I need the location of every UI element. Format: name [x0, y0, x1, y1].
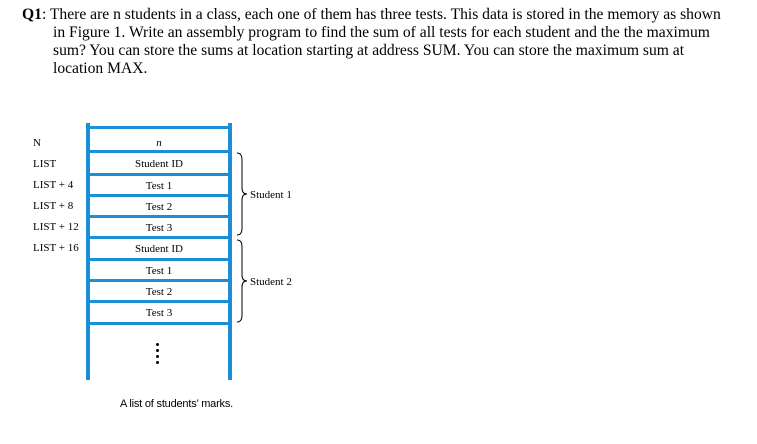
- question-label: Q1: [22, 6, 42, 23]
- memory-divider: [86, 236, 232, 239]
- address-label-list-8: LIST + 8: [33, 200, 74, 212]
- ellipsis-dot: [156, 361, 159, 364]
- memory-divider: [86, 258, 232, 261]
- memory-cell-test-2-1: Test 2: [145, 201, 173, 213]
- memory-frame-right: [228, 123, 232, 380]
- memory-divider: [86, 300, 232, 303]
- memory-cell-test-3-2: Test 3: [145, 307, 173, 319]
- memory-divider: [86, 150, 232, 153]
- memory-divider: [86, 322, 232, 325]
- address-label-list-12: LIST + 12: [33, 221, 79, 233]
- memory-divider: [86, 279, 232, 282]
- ellipsis-dot: [156, 349, 159, 352]
- memory-cell-student-id-1: Student ID: [135, 158, 183, 170]
- brace-student-2: [236, 239, 248, 323]
- question-line-2: in Figure 1. Write an assembly program to find the sum of all tests for each student and the the maximum: [53, 24, 710, 41]
- memory-divider: [86, 194, 232, 197]
- continuation-dots: [154, 343, 160, 367]
- address-label-list-16: LIST + 16: [33, 242, 79, 254]
- group-label-student-1: Student 1: [250, 189, 292, 201]
- memory-divider: [86, 173, 232, 176]
- ellipsis-dot: [156, 355, 159, 358]
- ellipsis-dot: [156, 343, 159, 346]
- memory-cell-n: n: [156, 137, 162, 149]
- memory-cell-test-1-1: Test 1: [145, 180, 173, 192]
- address-label-list-4: LIST + 4: [33, 179, 74, 191]
- question-line-1: Q1: There are n students in a class, each one of them has three tests. This data is stored in the memory as shown: [22, 6, 721, 23]
- memory-cell-test-1-2: Test 1: [145, 265, 173, 277]
- memory-divider: [86, 215, 232, 218]
- figure-caption: A list of students’ marks.: [120, 398, 233, 410]
- question-text: [22, 6, 747, 78]
- question-line-4: location MAX.: [53, 60, 148, 77]
- address-label-list: LIST: [33, 158, 57, 170]
- address-label-n: N: [33, 137, 41, 149]
- memory-cell-test-2-2: Test 2: [145, 286, 173, 298]
- memory-divider: [86, 126, 232, 129]
- group-label-student-2: Student 2: [250, 276, 292, 288]
- memory-cell-student-id-2: Student ID: [135, 243, 183, 255]
- question-line-3: sum? You can store the sums at location starting at address SUM. You can store the maximum sum at: [53, 42, 685, 59]
- memory-cell-test-3-1: Test 3: [145, 222, 173, 234]
- brace-student-1: [236, 152, 248, 236]
